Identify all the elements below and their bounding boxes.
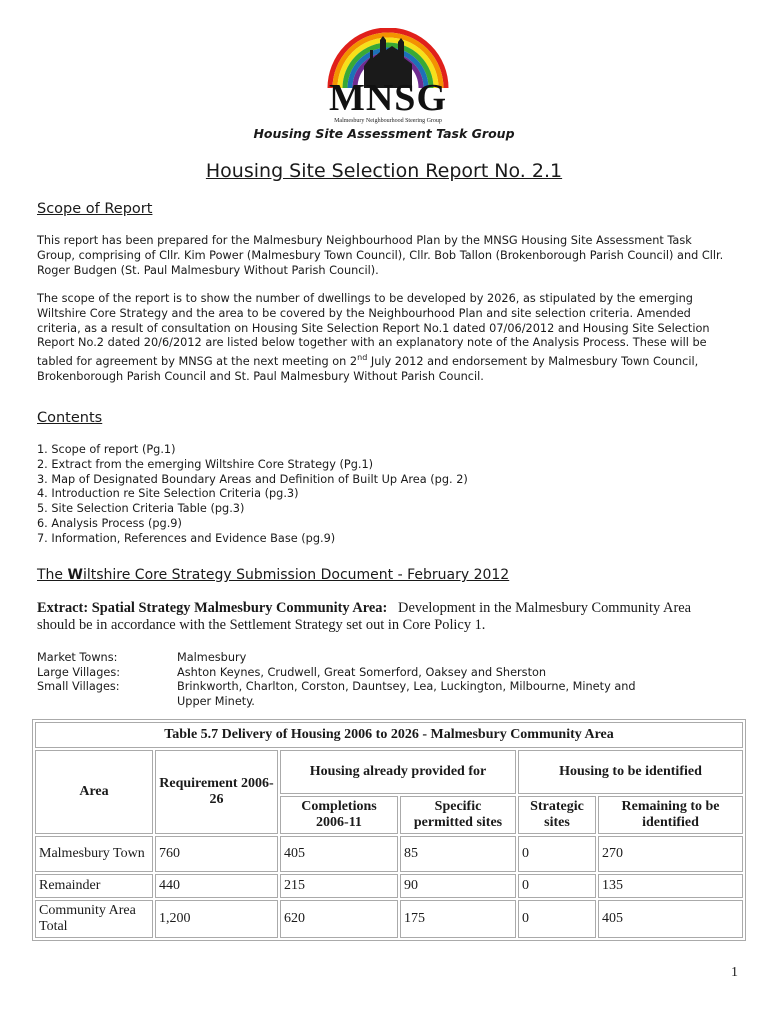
- report-title: Housing Site Selection Report No. 2.1: [205, 160, 563, 182]
- col-permitted: Specific permitted sites: [400, 796, 516, 834]
- mnsg-logo: [318, 28, 458, 124]
- table-row: Community Area Total 1,200 620 175 0 405: [35, 900, 743, 938]
- contents-item: 7. Information, References and Evidence Base (pg.9): [37, 531, 336, 545]
- table-row: Malmesbury Town 760 405 85 0 270: [35, 836, 743, 872]
- wcs-heading: The Wiltshire Core Strategy Submission Document - February 2012: [37, 567, 510, 583]
- contents-heading: Contents: [37, 410, 103, 426]
- contents-item: 4. Introduction re Site Selection Criteria (pg.3): [37, 487, 299, 501]
- scope-heading: Scope of Report: [37, 201, 153, 217]
- col-provided: Housing already provided for: [280, 750, 516, 794]
- col-strategic: Strategic sites: [518, 796, 596, 834]
- col-requirement: Requirement 2006-26: [155, 750, 278, 834]
- task-group-heading: Housing Site Assessment Task Group: [253, 126, 515, 141]
- col-area: Area: [35, 750, 153, 834]
- scope-paragraph-2: The scope of the report is to show the number of dwellings to be developed by 2026, as stipulated by the emerging Wiltshire Core Strategy and the area to be covered by the Neighbourhood Plan and site selection criteria. Amended criteria, as a result of consultation on Housing Site Selection Report No.1 dated 07/06/2012 and Housing Site Selection Report No.2 dated 20/6/2012 are listed below together with an explanatory note of the Analysis Process. These will be tabled for agreement by MNSG at the next meeting on 2nd July 2012 and endorsement by Malmesbury Town Council, Brokenborough Parish Council and St. Paul Malmesbury Without Parish Council.: [37, 292, 710, 383]
- contents-list: [37, 443, 468, 547]
- scope-paragraph-1: This report has been prepared for the Malmesbury Neighbourhood Plan by the MNSG Housing Site Assessment Task Group, comprising of Cllr. Kim Power (Malmesbury Town Council), Cllr. Bob Tallon (Brokenborough Parish Council) and Cllr. Roger Budgen (St. Paul Malmesbury Without Parish Council).: [37, 234, 724, 277]
- col-remaining: Remaining to be identified: [598, 796, 743, 834]
- col-identified: Housing to be identified: [518, 750, 743, 794]
- contents-item: 2. Extract from the emerging Wiltshire Core Strategy (Pg.1): [37, 457, 374, 471]
- col-completions: Completions 2006-11: [280, 796, 398, 834]
- contents-item: 5. Site Selection Criteria Table (pg.3): [37, 502, 245, 516]
- logo-title: MNSG: [329, 77, 447, 119]
- housing-delivery-table: [32, 719, 746, 941]
- contents-item: 1. Scope of report (Pg.1): [37, 443, 176, 456]
- extract-text: Development in the Malmesbury Community Area should be in accordance with the Settlement Strategy set out in Core Policy 1.: [37, 600, 695, 633]
- contents-item: 6. Analysis Process (pg.9): [37, 516, 182, 530]
- extract-label: Extract: Spatial Strategy Malmesbury Community Area:: [37, 600, 388, 616]
- document-page: MNSG Malmesbury Neighbourhood Steering Group Housing Site Assessment Task Group Housing Site Selection Report No. 2.1 Scope of Report This report has been prepared for the Malmesbury Neighbourhood Plan by the MNSG Housing Site Assessment Task Group, comprising of Cllr. Kim Power (Malmesbury Town Council), Cllr. Bob Tallon (Brokenborough Parish Council) and Cllr. Roger Budgen (St. Paul Malmesbury Without Parish Council). The scope of the report is to show the number of dwellings to be developed by 2026, as stipulated by the emerging Wiltshire Core Strategy and the area to be covered by the Neighbourhood Plan and site selection criteria. Amended criteria, as a result of consultation on Housing Site Selection Report No.1 dated 07/06/2012 and Housing Site Selection Report No.2 dated 20/6/2012 are listed below together with an explanatory note of the Analysis Process. These will be tabled for agreement by MNSG at the next meeting on 2nd July 2012 and endorsement by Malmesbury Town Council, Brokenborough Parish Council and St. Paul Malmesbury Without Parish Council. Contents 1. Scope of report (Pg.1) 2. Extract from the emerging Wiltshire Core Strategy (Pg.1) 3. Map of Designated Boundary Areas and Definition of Built Up Area (pg. 2) 4. Introduction re Site Selection Criteria (pg.3) 5. Site Selection Criteria Table (pg.3) 6. Analysis Process (pg.9) 7. Information, References and Evidence Base (pg.9) The Wiltshire Core Strategy Submission Document - February 2012 Extract: Spatial Strategy Malmesbury Community Area: Development in the Malmesbury Community Area should be in accordance with the Settlement Strategy set out in Core Policy 1. Market Towns: Malmesbury Large Villages: Ashton Keynes, Crudwell, Great Somerford, Oaksey and Sherston Small Villages: Brinkworth, Charlton, Corston, Dauntsey, Lea, Luckington, Milbourne, Minety and Upper Minety. Table 5.7 Delivery of Housing 2006 to 2026 - Malmesbury Community Area Area Requirement 2006-26 Housing already provided for Housing to be identified Completions 2006-11 Specific permitted sites Strategic sites Remaining to be identified Malmesbury Town 760 405 85 0 270 Remainder 440 215 90 0 135 Community Area Total 1,200 620 175 0 405 1: [0, 0, 768, 1024]
- page-number: 1: [731, 965, 738, 980]
- logo-subtitle: Malmesbury Neighbourhood Steering Group: [334, 118, 442, 124]
- table-caption: Table 5.7 Delivery of Housing 2006 to 2026 - Malmesbury Community Area: [35, 722, 743, 748]
- extract-paragraph: [37, 600, 727, 634]
- contents-item: 3. Map of Designated Boundary Areas and Definition of Built Up Area (pg. 2): [37, 472, 468, 486]
- table-row: Remainder 440 215 90 0 135: [35, 874, 743, 898]
